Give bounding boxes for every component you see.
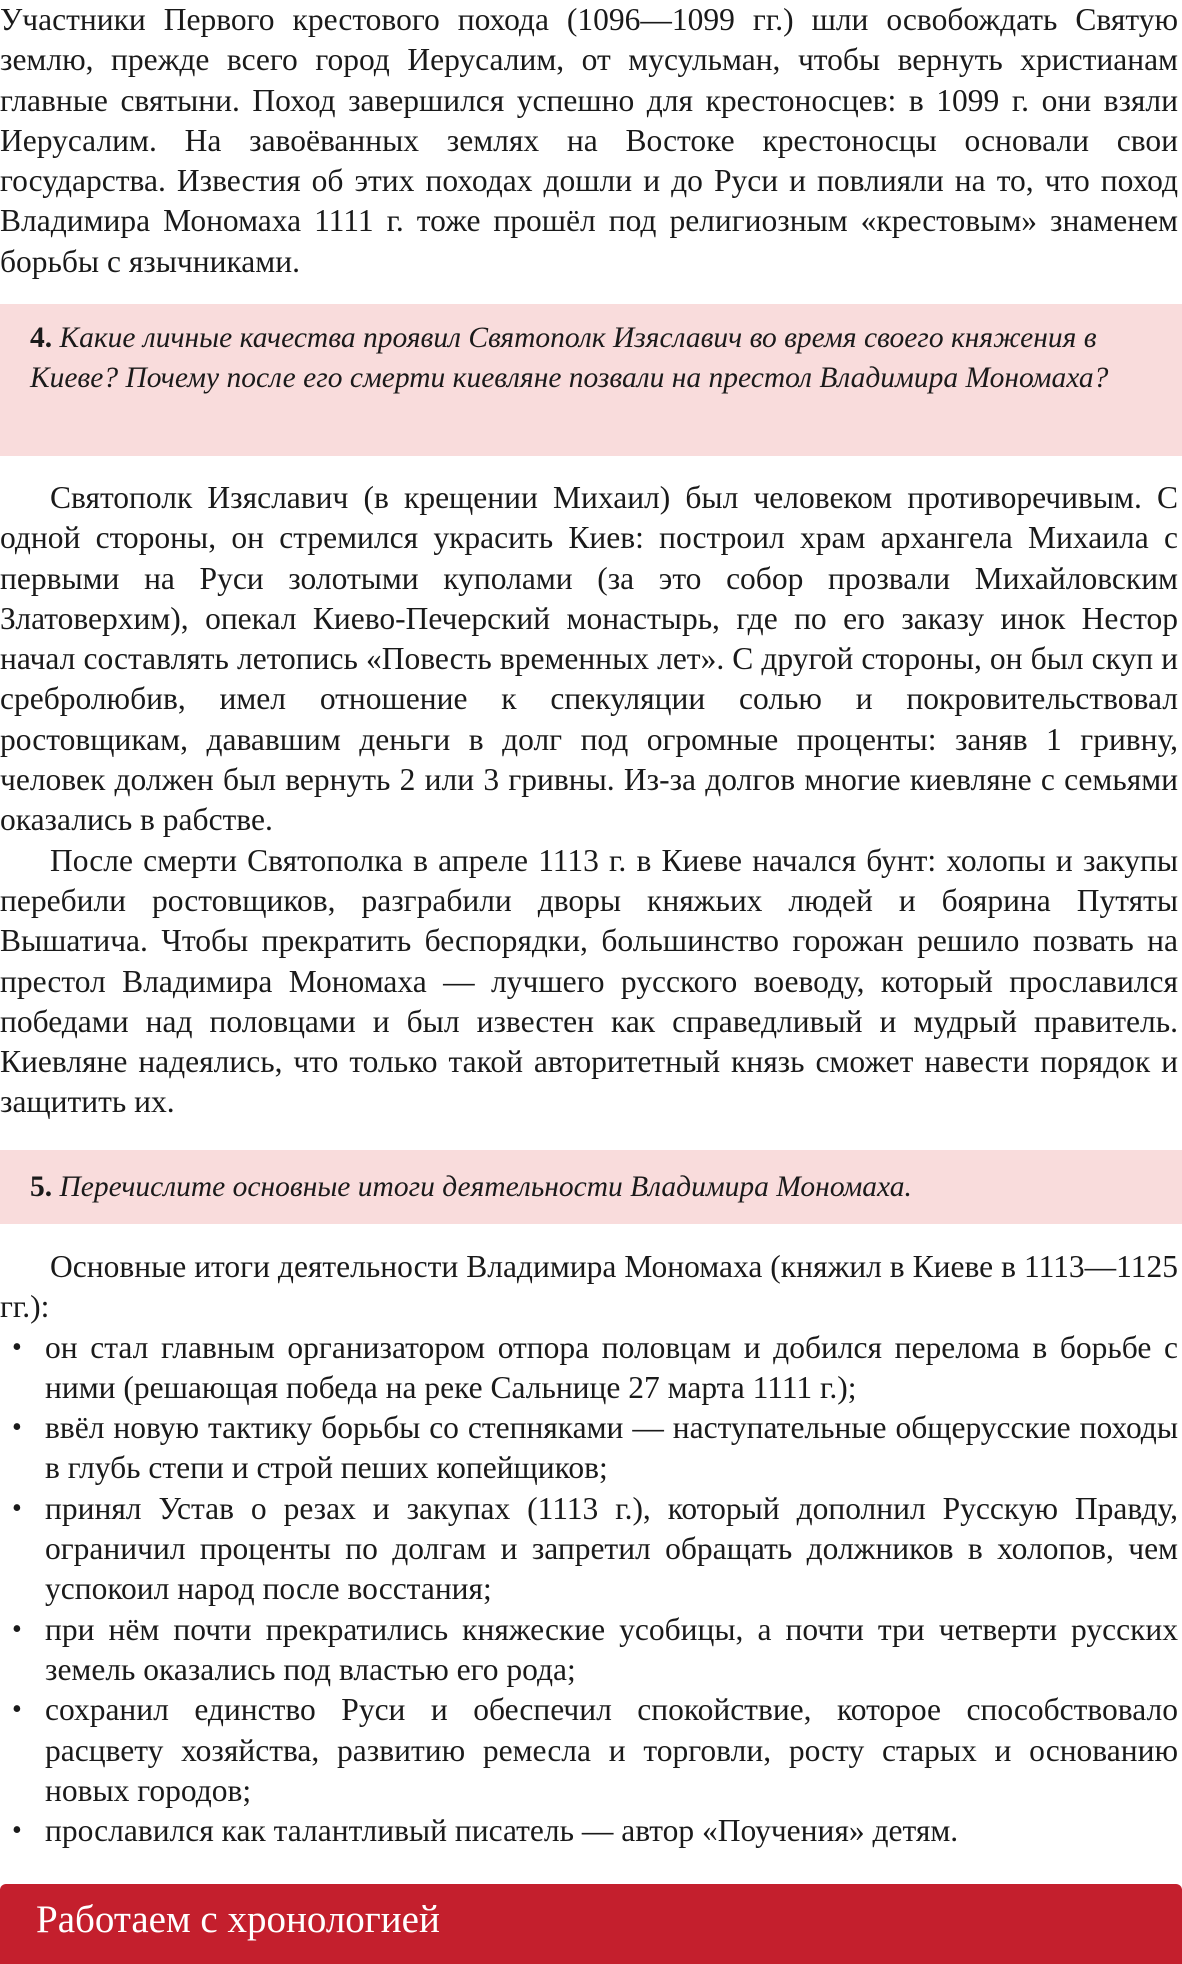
answer-4-section (0, 478, 1178, 1123)
question-4-body: Какие личные качества проявил Святополк Изяславич во время своего княжения в Киеве? Почему после его смерти киевляне позвали на престол Владимира Мономаха? (30, 322, 1109, 394)
bullet-icon: • (12, 1412, 22, 1444)
answer-5-lead: Основные итоги деятельности Владимира Мономаха (княжил в Киеве в 1113—1125 гг.): (0, 1249, 1178, 1325)
list-item: • сохранил единство Руси и обеспечил спокойствие, которое способствовало расцвету хозяйства, развитию ремесла и торговли, росту старых и основанию новых городов; (12, 1692, 1178, 1808)
list-item: • он стал главным организатором отпора половцам и добился перелома в борьбе с ними (решающая победа на реке Сальнице 27 марта 1111 г.); (12, 1329, 1178, 1405)
bullet-icon: • (12, 1815, 22, 1847)
answer-4-paragraph-1: Святополк Изяславич (в крещении Михаил) был человеком противоречивым. С одной стороны, он стремился украсить Киев: построил храм архангела Михаила с первыми на Руси золотыми куполами (за это собор прозвали Михайловским Златоверхим), опекал Киево-Печерский монастырь, где по его заказу инок Нестор начал составлять летопись «Повесть временных лет». С другой стороны, он был скуп и сребролюбив, имел отношение к спекуляции солью и покровительствовал ростовщикам, дававшим деньги в долг под огромные проценты: заняв 1 гривну, человек должен был вернуть 2 или 3 гривны. Из-за долгов многие киевляне с семьями оказались в рабстве. (0, 480, 1178, 838)
section-banner-title: Работаем с хронологией (36, 1898, 440, 1941)
bullet-icon: • (12, 1694, 22, 1726)
list-item: • ввёл новую тактику борьбы со степняками — наступательные общерусские походы в глубь степи и строй пеших копейщиков; (12, 1410, 1178, 1486)
intro-paragraph: Участники Первого крестового похода (1096—1099 гг.) шли освобождать Святую землю, прежде всего город Иерусалим, от мусульман, чтобы вернуть христианам главные святыни. Поход завершился успешно для крестоносцев: в 1099 г. они взяли Иерусалим. На завоёванных землях на Востоке крестоносцы основали свои государства. Известия об этих походах дошли и до Руси и повлияли на то, что поход Владимира Мономаха 1111 г. тоже прошёл под религиозным «крестовым» знаменем борьбы с язычниками. (0, 2, 1178, 279)
results-list (0, 1328, 1178, 1852)
question-4-number: 4. (30, 322, 53, 354)
bullet-icon: • (12, 1331, 22, 1363)
question-5-number: 5. (30, 1171, 53, 1203)
list-item: • прославился как талантливый писатель — автор «Поучения» детям. (0, 1811, 1178, 1851)
list-item: • принял Устав о резах и закупах (1113 г.), который дополнил Русскую Правду, ограничил проценты по долгам и запретил обращать должников в холопов, чем успокоил народ после восстания; (12, 1490, 1178, 1607)
bullet-icon: • (12, 1492, 22, 1524)
answer-4-paragraph-2: После смерти Святополка в апреле 1113 г. в Киеве начался бунт: холопы и закупы перебили ростовщиков, разграбили дворы княжьих людей и боярина Путяты Вышатича. Чтобы прекратить беспорядки, большинство горожан решило позвать на престол Владимира Мономаха — лучшего русского воеводу, который прославился победами над половцами и был известен как справедливый и мудрый правитель. Киевляне надеялись, что только такой авторитетный князь сможет навести порядок и защитить их. (0, 842, 1178, 1120)
question-4-box (0, 304, 1182, 456)
intro-section (0, 0, 1178, 282)
question-4-text (0, 304, 1182, 398)
question-5-box (0, 1150, 1182, 1224)
list-item: • при нём почти прекратились княжеские усобицы, а почти три четверти русских земель оказались под властью его рода; (12, 1611, 1178, 1687)
answer-5-section (0, 1247, 1178, 1851)
bullet-icon: • (12, 1613, 22, 1645)
section-banner (0, 1884, 1182, 1964)
question-5-text (0, 1150, 1182, 1207)
question-5-body: Перечислите основные итоги деятельности Владимира Мономаха. (59, 1171, 912, 1203)
